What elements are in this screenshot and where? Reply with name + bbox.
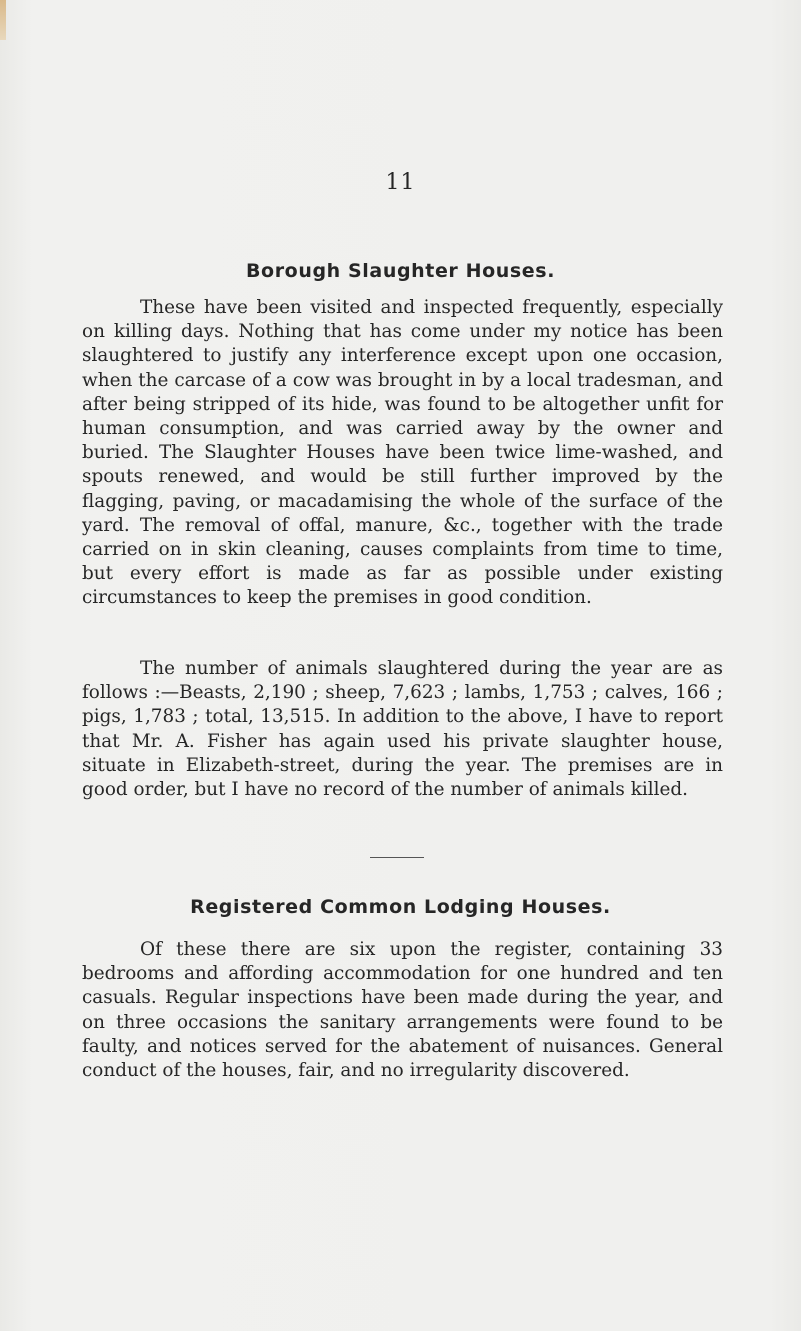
section-heading-lodging-houses: Registered Common Lodging Houses. xyxy=(190,896,611,918)
section-heading-slaughter-houses: Borough Slaughter Houses. xyxy=(245,260,556,282)
paragraph-animals-slaughtered: The number of animals slaughtered during the year are as follows :—Beasts, 2,190 ; sheep, 7,623 ; lambs, 1,753 ; calves, 166 ; pigs, 1,783 ; total, 13,515. In addition to the above, I have to report that Mr. A. Fisher has again used his private slaughter house, situate in Elizabeth-street, during the year. The premises are in good order, but I have no record of the number of animals killed. xyxy=(82,658,723,801)
paragraph-slaughter-inspection: These have been visited and inspected frequently, especially on killing days. Nothing that has come under my notice has been slaughtered to justify any interference except upon one occasion, when the carcase of a cow was brought in by a local tradesman, and after being stripped of its hide, was found to be altogether unfit for human consumption, and was carried away by the owner and buried. The Slaughter Houses have been twice lime-washed, and spouts renewed, and would be still further improved by the flagging, paving, or macadamising the whole of the surface of the yard. The removal of offal, manure, &c., together with the trade carried on in skin cleaning, causes complaints from time to time, but every effort is made as far as possible under existing circumstances to keep the premises in good condition. xyxy=(82,297,723,609)
page-number: 11 xyxy=(385,170,416,195)
page-edge-stain xyxy=(0,0,6,40)
section-divider xyxy=(370,857,424,858)
paragraph-lodging-houses: Of these there are six upon the register, containing 33 bedrooms and affording accommodation for one hundred and ten casuals. Regular inspections have been made during the year, and on three occasions the sanitary arrangements were found to be faulty, and notices served for the abatement of nuisances. General conduct of the houses, fair, and no irregularity discovered. xyxy=(82,939,723,1082)
